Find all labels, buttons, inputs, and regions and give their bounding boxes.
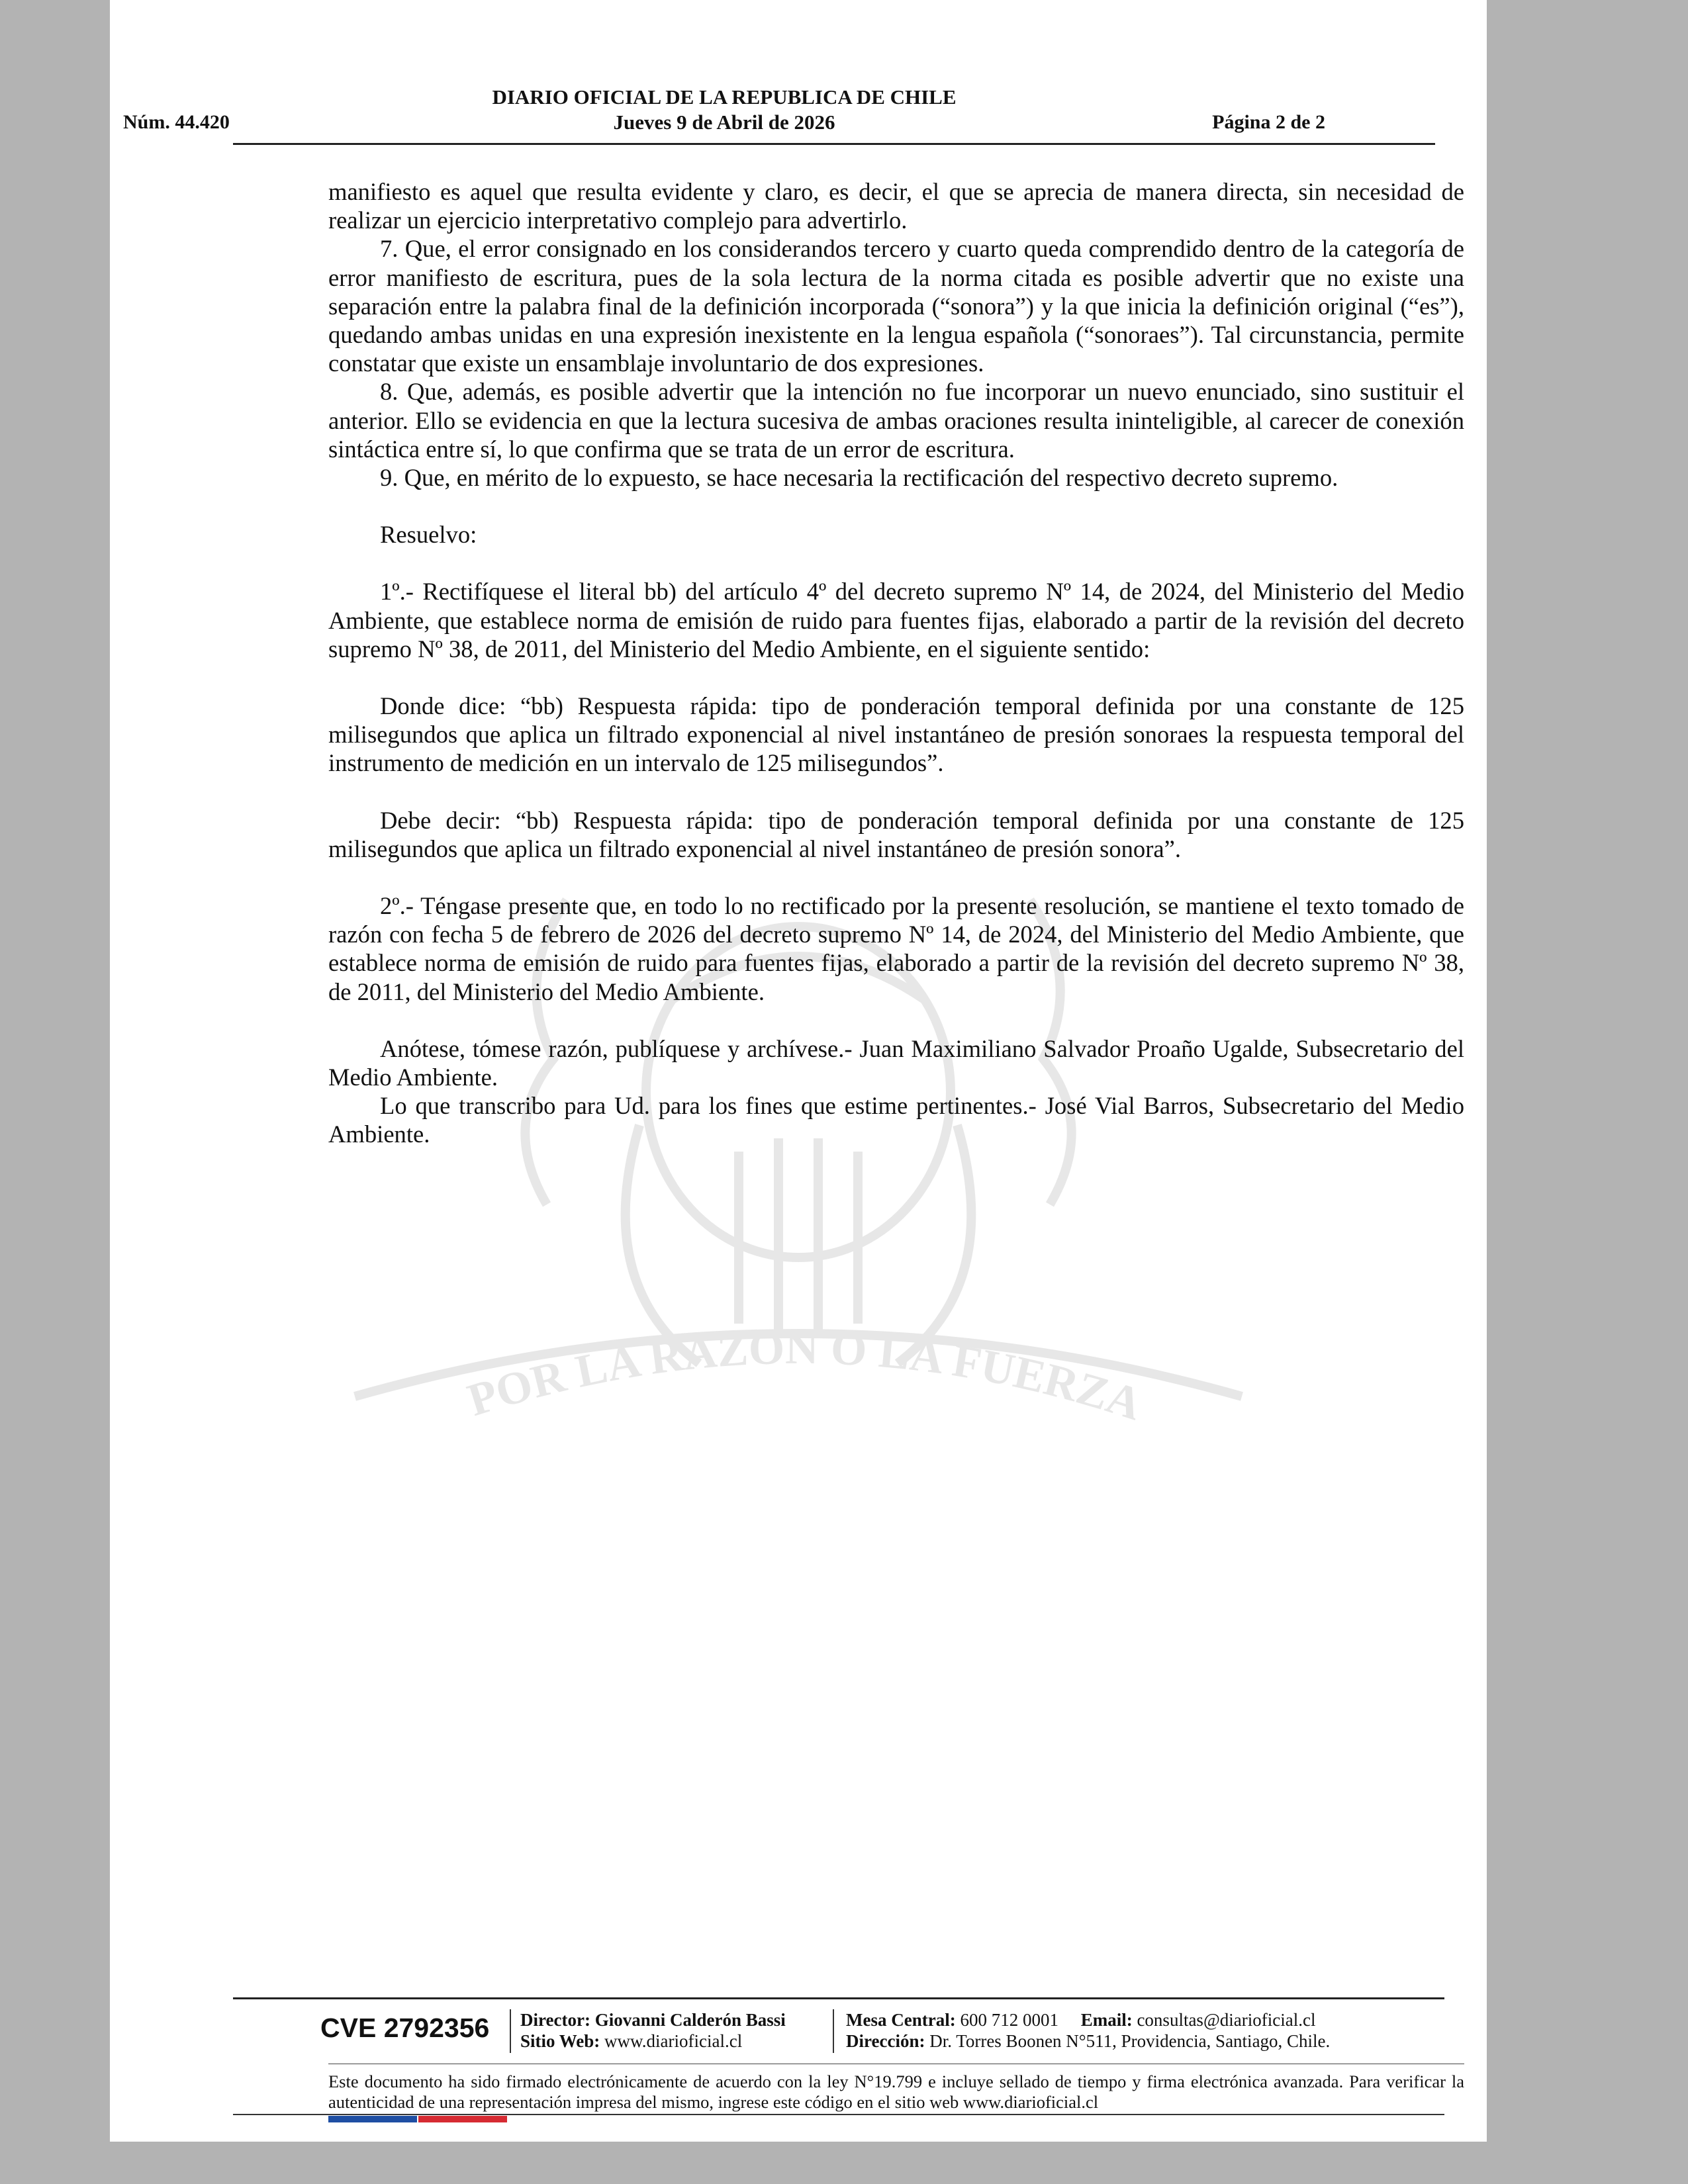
issue-date: Jueves 9 de Abril de 2026 bbox=[613, 111, 835, 134]
footer-director-block bbox=[520, 2009, 786, 2052]
address-line bbox=[846, 2030, 1330, 2052]
newspaper-title: DIARIO OFICIAL DE LA REPUBLICA DE CHILE bbox=[492, 85, 957, 109]
site-link[interactable]: www.diarioficial.cl bbox=[604, 2031, 743, 2051]
paragraph-considerando-7: 7. Que, el error consignado en los considerandos tercero y cuarto queda comprendido dentro de la categoría de error manifiesto de escritura, pues de la sola lectura de la norma citada es posible advertir que no existe una separación entre la palabra final de la definición incorporada (“sonora”) y la que inicia la definición original (“es”), quedando ambas unidas en una expresión inexistente en la lengua española (“sonoraes”). Tal circunstancia, permite constatar que existe un ensamblaje involuntario de dos expresiones. bbox=[328, 235, 1464, 377]
page-indicator: Página 2 de 2 bbox=[1212, 111, 1325, 133]
email-label: Email: bbox=[1080, 2010, 1133, 2030]
header-divider bbox=[233, 143, 1435, 145]
paragraph-considerando-8: 8. Que, además, es posible advertir que la intención no fue incorporar un nuevo enunciado, sino sustituir el anterior. Ello se evidencia en que la lectura sucesiva de ambas oraciones resulta ininteligible, al carecer de conexión sintáctica entre sí, lo que confirma que se trata de un error de escritura. bbox=[328, 378, 1464, 463]
footer-divider-top bbox=[233, 1997, 1444, 1999]
paragraph-continuation: manifiesto es aquel que resulta evidente y claro, es decir, el que se aprecia de manera directa, sin necesidad de realizar un ejercicio interpretativo complejo para advertirlo. bbox=[328, 178, 1464, 234]
paragraph-anotese: Anótese, tómese razón, publíquese y archívese.- Juan Maximiliano Salvador Proaño Ugalde, Subsecretario del Medio Ambiente. bbox=[328, 1034, 1464, 1091]
header-title-block bbox=[123, 85, 1325, 135]
page-header bbox=[123, 85, 1325, 146]
paragraph-considerando-9: 9. Que, en mérito de lo expuesto, se hace necesaria la rectificación del respectivo decreto supremo. bbox=[380, 464, 1338, 492]
paragraph-resolution-2: 2º.- Téngase presente que, en todo lo no rectificado por la presente resolución, se mantiene el texto tomado de razón con fecha 5 de febrero de 2026 del decreto supremo Nº 14, de 2024, del Ministerio del Medio Ambiente, que establece norma de emisión de ruido para fuentes fijas, elaborado a partir de la revisión del decreto supremo Nº 38, de 2011, del Ministerio del Medio Ambiente. bbox=[328, 892, 1464, 1005]
legal-notice: Este documento ha sido firmado electrónicamente de acuerdo con la ley N°19.799 e incluye sellado de tiempo y firma electrónica avanzada. Para verificar la autenticidad de una representación impresa del mismo, ingrese este código en el sitio web www.diarioficial.cl bbox=[328, 2071, 1464, 2112]
footer-contact-block bbox=[846, 2009, 1330, 2052]
email-link[interactable]: consultas@diarioficial.cl bbox=[1137, 2010, 1316, 2030]
resuelvo-heading: Resuelvo: bbox=[380, 521, 477, 549]
footer-divider-bottom bbox=[233, 2114, 1444, 2115]
site-line bbox=[520, 2030, 786, 2052]
document-body bbox=[328, 177, 1464, 1149]
site-label: Sitio Web: bbox=[520, 2031, 600, 2051]
director-line bbox=[520, 2009, 786, 2030]
direccion-value: Dr. Torres Boonen N°511, Providencia, Santiago, Chile. bbox=[929, 2031, 1331, 2051]
paragraph-resolution-1: 1º.- Rectifíquese el literal bb) del artículo 4º del decreto supremo Nº 14, de 2024, del Ministerio del Medio Ambiente, que establece norma de emisión de ruido para fuentes fijas, elaborado a partir de la revisión del decreto supremo Nº 38, de 2011, del Ministerio del Medio Ambiente, en el siguiente sentido: bbox=[328, 578, 1464, 662]
mesa-label: Mesa Central: bbox=[846, 2010, 956, 2030]
contact-line bbox=[846, 2009, 1330, 2030]
paragraph-debe-decir: Debe decir: “bb) Respuesta rápida: tipo de ponderación temporal definida por una constante de 125 milisegundos que aplica un filtrado exponencial al nivel instantáneo de presión sonora”. bbox=[328, 806, 1464, 862]
footer-separator-1 bbox=[510, 2009, 511, 2053]
paragraph-donde-dice: Donde dice: “bb) Respuesta rápida: tipo de ponderación temporal definida por una constante de 125 milisegundos que aplica un filtrado exponencial al nivel instantáneo de presión sonoraes la respuesta temporal del instrumento de medición en un intervalo de 125 milisegundos”. bbox=[328, 692, 1464, 777]
flag-stripe-red bbox=[418, 2116, 507, 2122]
mesa-phone: 600 712 0001 bbox=[960, 2010, 1058, 2030]
director-name: Giovanni Calderón Bassi bbox=[594, 2010, 786, 2030]
paragraph-transcribo: Lo que transcribo para Ud. para los fines que estime pertinentes.- José Vial Barros, Subsecretario del Medio Ambiente. bbox=[328, 1092, 1464, 1148]
cve-code: CVE 2792356 bbox=[320, 2013, 490, 2043]
footer-separator-2 bbox=[833, 2009, 834, 2053]
issue-number: Núm. 44.420 bbox=[123, 111, 230, 133]
director-label: Director: bbox=[520, 2010, 590, 2030]
flag-stripe-blue bbox=[328, 2116, 417, 2122]
direccion-label: Dirección: bbox=[846, 2031, 925, 2051]
motto-text: POR LA RAZON O LA FUERZA bbox=[461, 1322, 1148, 1431]
